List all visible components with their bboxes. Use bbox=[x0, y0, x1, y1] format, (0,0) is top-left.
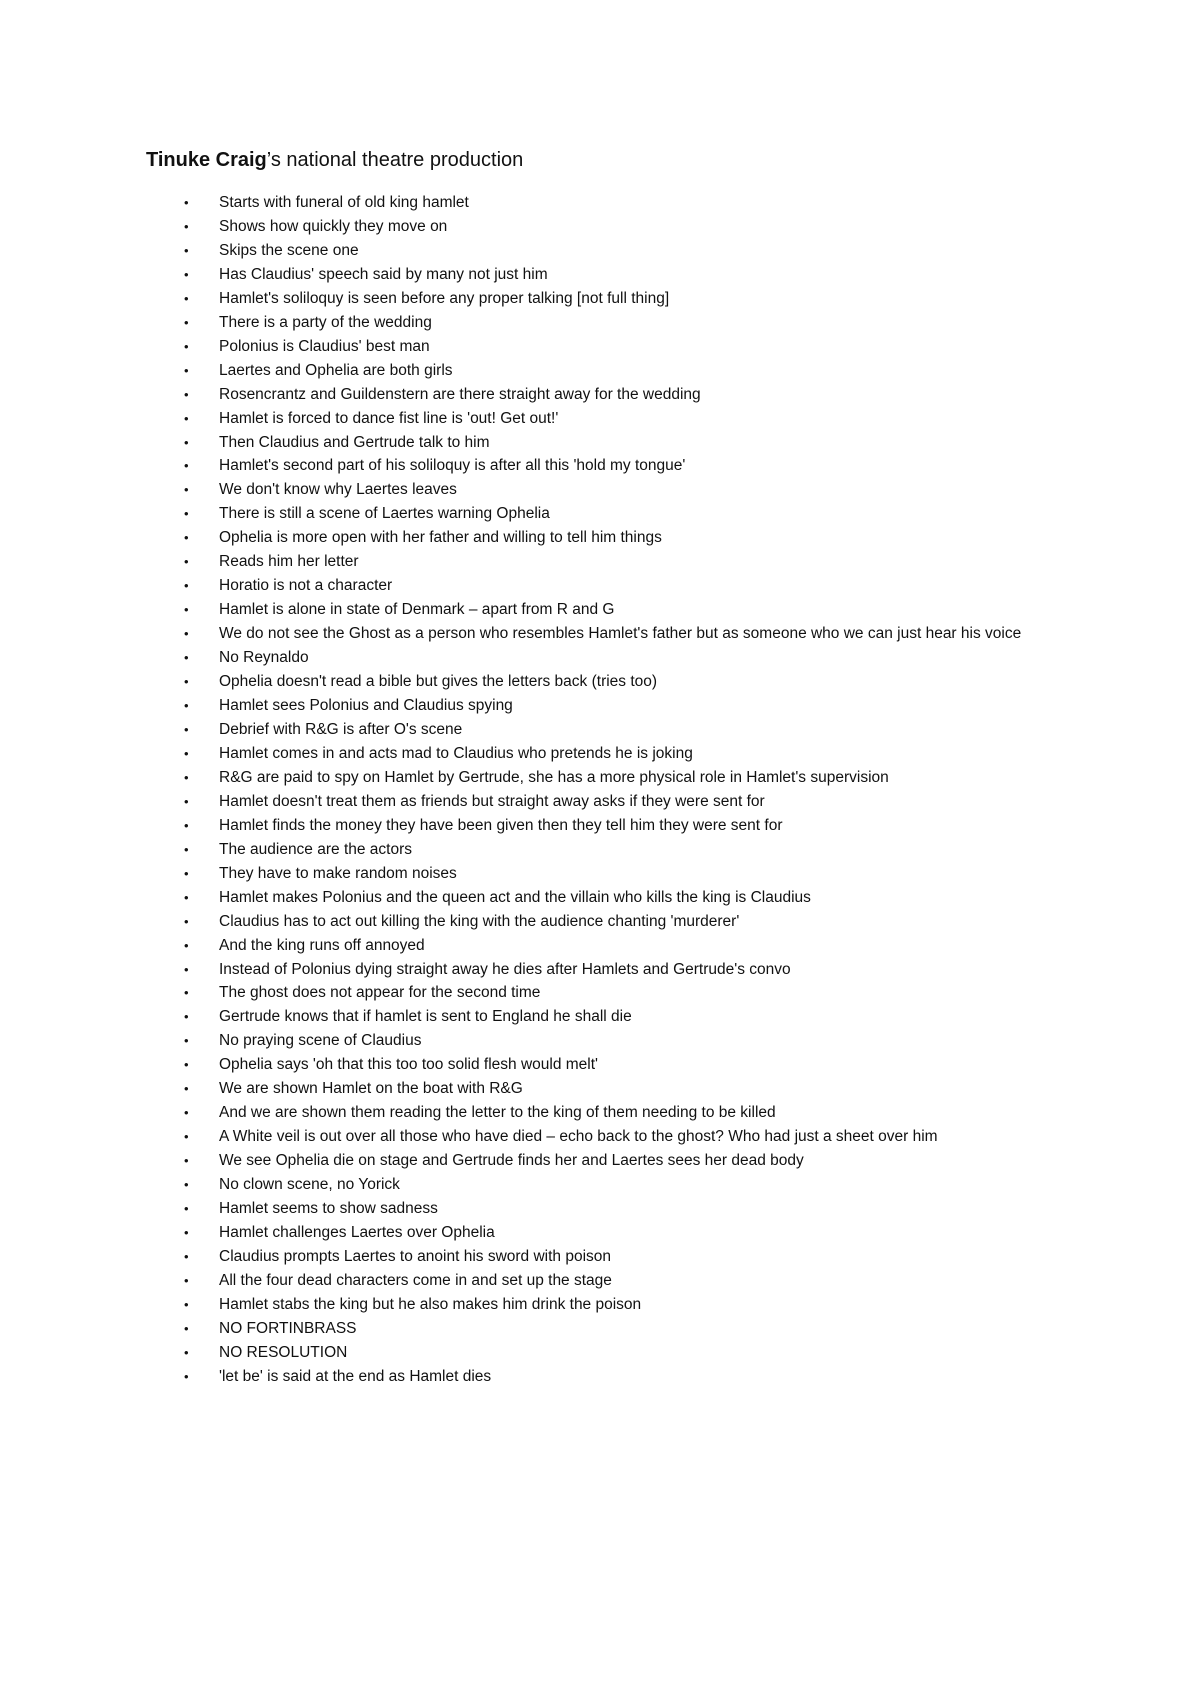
list-item-text: All the four dead characters come in and set up the stage bbox=[219, 1271, 612, 1289]
list-item-text: No clown scene, no Yorick bbox=[219, 1176, 400, 1194]
bullet-icon: • bbox=[184, 314, 189, 330]
list-item bbox=[0, 1029, 1200, 1053]
list-item-text: Skips the scene one bbox=[219, 241, 359, 259]
list-item-text: Hamlet is alone in state of Denmark – apart from R and G bbox=[219, 601, 615, 619]
list-item bbox=[0, 958, 1200, 982]
bullet-icon: • bbox=[184, 1368, 189, 1384]
list-item bbox=[0, 1005, 1200, 1029]
list-item-text: Instead of Polonius dying straight away he dies after Hamlets and Gertrude's convo bbox=[219, 960, 791, 978]
list-item-text: Hamlet comes in and acts mad to Claudius who pretends he is joking bbox=[219, 744, 693, 762]
bullet-icon: • bbox=[184, 1081, 189, 1097]
list-item-text: And the king runs off annoyed bbox=[219, 936, 425, 954]
bullet-icon: • bbox=[184, 698, 189, 714]
list-item-text: 'let be' is said at the end as Hamlet dies bbox=[219, 1367, 492, 1385]
list-item-text: We do not see the Ghost as a person who resembles Hamlet's father but as someone who we can just hear his voice bbox=[219, 625, 1022, 643]
bullet-icon: • bbox=[184, 578, 189, 594]
list-item bbox=[0, 431, 1200, 455]
bullet-icon: • bbox=[184, 410, 189, 426]
bullet-icon: • bbox=[184, 242, 189, 258]
list-item bbox=[0, 478, 1200, 502]
bullet-icon: • bbox=[184, 1057, 189, 1073]
bullet-icon: • bbox=[184, 913, 189, 929]
bullet-icon: • bbox=[184, 841, 189, 857]
list-item bbox=[0, 1197, 1200, 1221]
list-item bbox=[0, 981, 1200, 1005]
bullet-icon: • bbox=[184, 985, 189, 1001]
list-item bbox=[0, 1149, 1200, 1173]
list-item-text: Hamlet is forced to dance fist line is 'out! Get out!' bbox=[219, 409, 559, 427]
list-item-text: And we are shown them reading the letter to the king of them needing to be killed bbox=[219, 1104, 776, 1122]
bullet-icon: • bbox=[184, 266, 189, 282]
bullet-icon: • bbox=[184, 458, 189, 474]
notes-list bbox=[0, 191, 1200, 1389]
bullet-icon: • bbox=[184, 530, 189, 546]
list-item bbox=[0, 1245, 1200, 1269]
list-item-text: Ophelia is more open with her father and willing to tell him things bbox=[219, 529, 662, 547]
list-item-text: Claudius has to act out killing the king with the audience chanting 'murderer' bbox=[219, 912, 740, 930]
list-item-text: Polonius is Claudius' best man bbox=[219, 337, 430, 355]
bullet-icon: • bbox=[184, 1224, 189, 1240]
list-item bbox=[0, 646, 1200, 670]
bullet-icon: • bbox=[184, 1177, 189, 1193]
page-title bbox=[146, 146, 523, 174]
list-item-text: The audience are the actors bbox=[219, 840, 413, 858]
list-item-text: We don't know why Laertes leaves bbox=[219, 481, 457, 499]
bullet-icon: • bbox=[184, 865, 189, 881]
bullet-icon: • bbox=[184, 889, 189, 905]
list-item-text: Gertrude knows that if hamlet is sent to England he shall die bbox=[219, 1008, 632, 1026]
bullet-icon: • bbox=[184, 937, 189, 953]
list-item bbox=[0, 790, 1200, 814]
list-item bbox=[0, 1053, 1200, 1077]
list-item bbox=[0, 1221, 1200, 1245]
list-item bbox=[0, 598, 1200, 622]
bullet-icon: • bbox=[184, 290, 189, 306]
bullet-icon: • bbox=[184, 1320, 189, 1336]
bullet-icon: • bbox=[184, 482, 189, 498]
list-item-text: Has Claudius' speech said by many not just him bbox=[219, 265, 548, 283]
list-item-text: They have to make random noises bbox=[219, 864, 457, 882]
list-item bbox=[0, 694, 1200, 718]
list-item bbox=[0, 1101, 1200, 1125]
list-item-text: Hamlet seems to show sadness bbox=[219, 1200, 438, 1218]
title-name: Tinuke Craig bbox=[146, 149, 267, 171]
list-item bbox=[0, 550, 1200, 574]
list-item bbox=[0, 191, 1200, 215]
bullet-icon: • bbox=[184, 434, 189, 450]
list-item-text: There is a party of the wedding bbox=[219, 313, 432, 331]
bullet-icon: • bbox=[184, 1344, 189, 1360]
list-item-text: Starts with funeral of old king hamlet bbox=[219, 194, 469, 211]
list-item bbox=[0, 335, 1200, 359]
bullet-icon: • bbox=[184, 793, 189, 809]
bullet-icon: • bbox=[184, 1105, 189, 1121]
list-item-text: Hamlet's second part of his soliloquy is after all this 'hold my tongue' bbox=[219, 457, 686, 475]
list-item-text: Hamlet challenges Laertes over Ophelia bbox=[219, 1223, 495, 1241]
list-item bbox=[0, 1173, 1200, 1197]
list-item-text: Hamlet finds the money they have been given then they tell him they were sent for bbox=[219, 816, 783, 834]
list-item bbox=[0, 1269, 1200, 1293]
list-item bbox=[0, 407, 1200, 431]
list-item bbox=[0, 670, 1200, 694]
list-item bbox=[0, 814, 1200, 838]
list-item-text: NO RESOLUTION bbox=[219, 1343, 348, 1361]
list-item-text: We are shown Hamlet on the boat with R&G bbox=[219, 1080, 523, 1098]
list-item bbox=[0, 1293, 1200, 1317]
bullet-icon: • bbox=[184, 1153, 189, 1169]
list-item-text: A White veil is out over all those who have died – echo back to the ghost? Who had just a sheet over him bbox=[219, 1128, 938, 1146]
list-item-text: Hamlet doesn't treat them as friends but straight away asks if they were sent for bbox=[219, 792, 765, 810]
list-item bbox=[0, 622, 1200, 646]
list-item-text: Shows how quickly they move on bbox=[219, 217, 448, 235]
list-item bbox=[0, 383, 1200, 407]
title-rest: ’s national theatre production bbox=[266, 149, 524, 171]
bullet-icon: • bbox=[184, 961, 189, 977]
list-item-text: Then Claudius and Gertrude talk to him bbox=[219, 433, 490, 451]
list-item bbox=[0, 287, 1200, 311]
list-item-text: Claudius prompts Laertes to anoint his sword with poison bbox=[219, 1247, 612, 1265]
bullet-icon: • bbox=[184, 338, 189, 354]
list-item bbox=[0, 862, 1200, 886]
list-item bbox=[0, 1365, 1200, 1389]
list-item-text: There is still a scene of Laertes warning Ophelia bbox=[219, 505, 550, 523]
bullet-icon: • bbox=[184, 602, 189, 618]
bullet-icon: • bbox=[184, 1296, 189, 1312]
list-item bbox=[0, 934, 1200, 958]
list-item bbox=[0, 742, 1200, 766]
list-item bbox=[0, 526, 1200, 550]
list-item bbox=[0, 239, 1200, 263]
list-item-text: Hamlet makes Polonius and the queen act and the villain who kills the king is Claudius bbox=[219, 888, 811, 906]
list-item-text: Horatio is not a character bbox=[219, 577, 393, 595]
bullet-icon: • bbox=[184, 626, 189, 642]
bullet-icon: • bbox=[184, 1033, 189, 1049]
list-item-text: We see Ophelia die on stage and Gertrude finds her and Laertes sees her dead body bbox=[219, 1152, 804, 1170]
list-item bbox=[0, 766, 1200, 790]
bullet-icon: • bbox=[184, 650, 189, 666]
list-item-text: Laertes and Ophelia are both girls bbox=[219, 361, 453, 379]
bullet-icon: • bbox=[184, 1009, 189, 1025]
list-item-text: R&G are paid to spy on Hamlet by Gertrude, she has a more physical role in Hamlet's supervision bbox=[219, 768, 889, 786]
list-item bbox=[0, 1077, 1200, 1101]
list-item-text: Ophelia says 'oh that this too too solid flesh would melt' bbox=[219, 1056, 598, 1074]
list-item bbox=[0, 1125, 1200, 1149]
bullet-icon: • bbox=[184, 1272, 189, 1288]
bullet-icon: • bbox=[184, 1201, 189, 1217]
bullet-icon: • bbox=[184, 218, 189, 234]
list-item bbox=[0, 263, 1200, 287]
list-item bbox=[0, 311, 1200, 335]
bullet-icon: • bbox=[184, 745, 189, 761]
list-item bbox=[0, 1341, 1200, 1365]
bullet-icon: • bbox=[184, 554, 189, 570]
list-item-text: No Reynaldo bbox=[219, 649, 309, 667]
bullet-icon: • bbox=[184, 1129, 189, 1145]
list-item bbox=[0, 574, 1200, 598]
list-item-text: Hamlet stabs the king but he also makes him drink the poison bbox=[219, 1295, 642, 1313]
bullet-icon: • bbox=[184, 817, 189, 833]
list-item-text: Ophelia doesn't read a bible but gives the letters back (tries too) bbox=[219, 673, 658, 691]
list-item-text: No praying scene of Claudius bbox=[219, 1032, 422, 1050]
list-item-text: Rosencrantz and Guildenstern are there straight away for the wedding bbox=[219, 385, 701, 403]
bullet-icon: • bbox=[184, 506, 189, 522]
list-item bbox=[0, 215, 1200, 239]
list-item-text: NO FORTINBRASS bbox=[219, 1319, 357, 1337]
list-item bbox=[0, 359, 1200, 383]
bullet-icon: • bbox=[184, 386, 189, 402]
list-item bbox=[0, 838, 1200, 862]
list-item-text: Hamlet sees Polonius and Claudius spying bbox=[219, 697, 513, 715]
bullet-icon: • bbox=[184, 674, 189, 690]
list-item-text: Debrief with R&G is after O's scene bbox=[219, 720, 463, 738]
bullet-icon: • bbox=[184, 769, 189, 785]
bullet-icon: • bbox=[184, 195, 189, 210]
list-item bbox=[0, 454, 1200, 478]
bullet-icon: • bbox=[184, 1248, 189, 1264]
list-item bbox=[0, 910, 1200, 934]
list-item-text: The ghost does not appear for the second time bbox=[219, 984, 541, 1002]
list-item-text: Hamlet's soliloquy is seen before any proper talking [not full thing] bbox=[219, 289, 670, 307]
list-item bbox=[0, 502, 1200, 526]
list-item bbox=[0, 718, 1200, 742]
bullet-icon: • bbox=[184, 721, 189, 737]
bullet-icon: • bbox=[184, 362, 189, 378]
list-item bbox=[0, 1317, 1200, 1341]
list-item bbox=[0, 886, 1200, 910]
list-item-text: Reads him her letter bbox=[219, 553, 359, 571]
